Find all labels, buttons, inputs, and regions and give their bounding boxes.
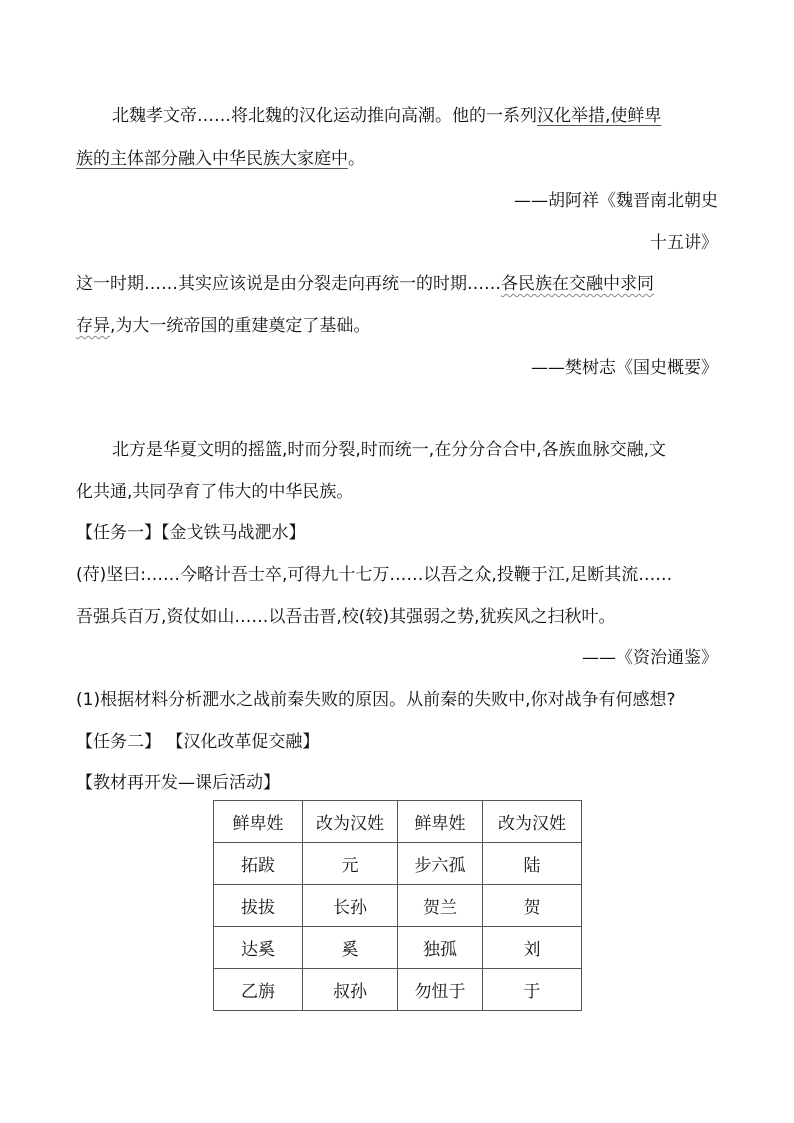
textbook-activity-heading: 【教材再开发—课后活动】: [76, 773, 280, 793]
table-row: [214, 927, 582, 969]
quote-2-line-2: [76, 312, 718, 340]
table-header-cell: 鲜卑姓: [398, 801, 483, 843]
table-cell: 长孙: [303, 885, 398, 927]
quote-2-text: ,为大一统帝国的重建奠定了基础。: [110, 316, 371, 336]
table-cell: 叔孙: [303, 969, 398, 1011]
quote-2-line-1: [76, 270, 718, 298]
table-cell: 元: [303, 843, 398, 885]
table-cell: 奚: [303, 927, 398, 969]
quote-1-underlined-text: 族的主体部分融入中华民族大家庭中: [76, 149, 348, 169]
quote-1-source: ——胡阿祥《魏晋南北朝史: [514, 191, 718, 211]
task-2-heading: 【任务二】 【汉化改革促交融】: [76, 732, 320, 752]
quote-2-underlined-text: 存异: [76, 316, 110, 336]
table-cell: 拔拔: [214, 885, 303, 927]
quote-2-text: 这一时期……其实应该说是由分裂走向再统一的时期……: [76, 274, 501, 294]
table-cell: 刘: [483, 927, 582, 969]
table-cell: 贺: [483, 885, 582, 927]
quote-2-underlined-text: 各民族在交融中求同: [501, 274, 654, 294]
table-cell: 贺兰: [398, 885, 483, 927]
table-row: [214, 885, 582, 927]
table-cell: 陆: [483, 843, 582, 885]
table-row: [214, 843, 582, 885]
table-cell: 于: [483, 969, 582, 1011]
task-1-heading: 【任务一】【金戈铁马战淝水】: [76, 523, 306, 543]
document-page: [76, 0, 718, 1123]
table-header-cell: 改为汉姓: [303, 801, 398, 843]
quote-1-text: 。: [348, 149, 365, 169]
quote-1-text: 北魏孝文帝……将北魏的汉化运动推向高潮。他的一系列: [112, 106, 537, 126]
table-cell: 拓跋: [214, 843, 303, 885]
table-header-cell: 改为汉姓: [483, 801, 582, 843]
task-1-excerpt-line-1: (苻)坚曰:……今略计吾士卒,可得九十七万……以吾之众,投鞭于江,足断其流……: [76, 565, 673, 585]
quote-1-line-2: [76, 145, 718, 173]
task-1-excerpt-line-2: 吾强兵百万,资仗如山……以吾击晋,校(较)其强弱之势,犹疾风之扫秋叶。: [76, 607, 616, 627]
quote-1-source-continued: 十五讲》: [650, 233, 718, 253]
intro-line-1: 北方是华夏文明的摇篮,时而分裂,时而统一,在分分合合中,各族血脉交融,文: [112, 440, 667, 460]
intro-line-2: 化共通,共同孕育了伟大的中华民族。: [76, 482, 354, 502]
quote-1-underlined-text: 汉化举措,使鲜卑: [537, 106, 662, 126]
table-cell: 步六孤: [398, 843, 483, 885]
table-cell: 乙旃: [214, 969, 303, 1011]
quote-2-source: ——樊树志《国史概要》: [531, 358, 718, 378]
task-1-source: ——《资治通鉴》: [582, 648, 718, 668]
table-cell: 勿忸于: [398, 969, 483, 1011]
table-row: [214, 969, 582, 1011]
table-header-cell: 鲜卑姓: [214, 801, 303, 843]
surname-table: [213, 800, 582, 1011]
table-header-row: [214, 801, 582, 843]
table-cell: 独孤: [398, 927, 483, 969]
task-1-question: (1)根据材料分析淝水之战前秦失败的原因。从前秦的失败中,你对战争有何感想?: [76, 690, 676, 710]
table-cell: 达奚: [214, 927, 303, 969]
quote-1-line-1: [76, 102, 754, 130]
